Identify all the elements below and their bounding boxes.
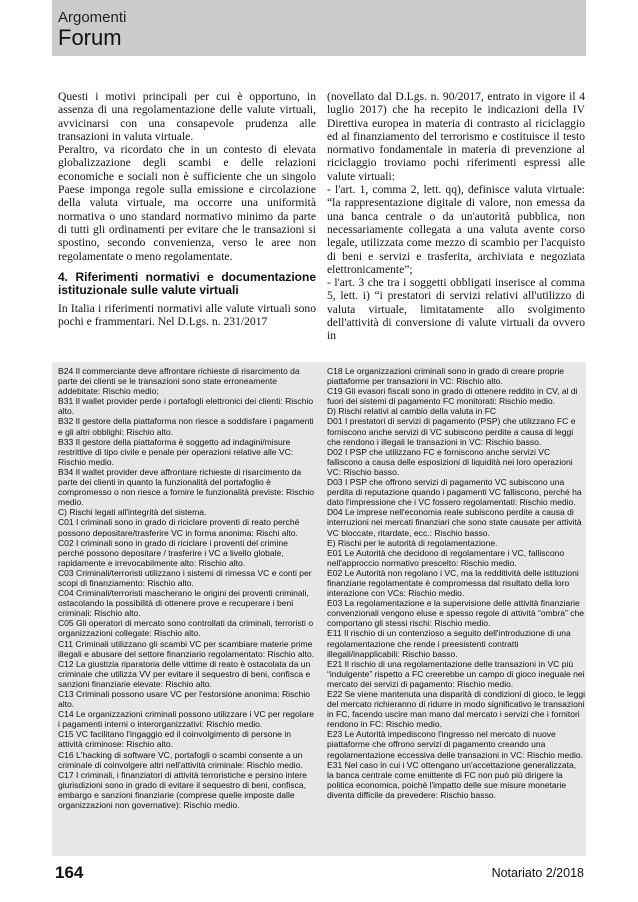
note-item: D03 I PSP che offrono servizi di pagamento VC subiscono una perdita di reputazione quando i pagamenti VC falliscono, perché ha dato l'impressione che i VC fossero regolamentati: Rischio medio. — [327, 477, 582, 508]
left-body-column — [58, 90, 316, 328]
note-item: E11 Il rischio di un contenzioso a seguito dell'introduzione di una regolamentazione che rende i preesistenti contratti illegali/inapplicabili: Rischio basso. — [327, 628, 571, 659]
note-item: D) Rischi relativi al cambio della valuta in FC — [327, 406, 497, 417]
note-item: E31 Nel caso in cui i VC ottengano un'accettazione generalizzata, la banca centrale come emittente di FC non può più dirigere la politica economica, poiché l'impatto delle sue misure monetarie diventa difficile da prevedere: Rischio basso. — [327, 759, 577, 800]
body-paragraph: Peraltro, va ricordato che in un contesto di elevata globalizzazione degli scambi e delle relazioni economiche e sociali non è sufficiente che un singolo Paese imponga regole sulla emissione e circolazione della valuta virtuale, ma occorre una uniformità normativa o uno standard normativo minimo da parte di tutti gli ordinamenti per evitare che le transazioni si spostino, secondo convenienza, verso le aree non regolamentate o meno regolamentate. — [58, 143, 316, 263]
section-heading: 4. Riferimenti normativi e documentazione istituzionale sulle valute virtuali — [58, 269, 316, 298]
notes-left-column — [58, 366, 316, 810]
note-item: C04 Criminali/terroristi mascherano le origini dei proventi criminali, ostacolando la possibilità di ottenere prove e recuperare i beni criminali: Rischio alto. — [58, 588, 309, 619]
note-item: E) Rischi per le autorità di regolamentazione. — [327, 537, 498, 548]
note-item: C14 Le organizzazioni criminali possono utilizzare i VC per regolare i pagamenti interni o interorganizzativi: Rischio medio. — [58, 709, 315, 730]
note-item: C12 La giustizia riparatoria delle vittime di reato è ostacolata da un criminale che utilizza VV per evitare il sequestro di beni, confisca e sanzioni finanziarie elevate: Rischio alto. — [58, 658, 311, 689]
body-paragraph: Questi i motivi principali per cui è opportuno, in assenza di una regolamentazione delle valute virtuali, avvicinarsi con una consapevole prudenza alle transazioni in valuta virtuale. — [58, 90, 316, 143]
right-body-column — [327, 90, 585, 343]
body-paragraph: - l'art. 3 che tra i soggetti obbligati inserisce al comma 5, lett. i) “i prestatori di servizi relativi all'utilizzo di valuta virtuale, limitatamente allo svolgimento dell'attività di conversione di valute virtuali da ovvero in — [327, 276, 585, 343]
note-item: C03 Criminali/terroristi utilizzano i sistemi di rimessa VC e conti per scopi di finanziamento: Rischio alto. — [58, 567, 312, 588]
header-title: Forum — [58, 25, 122, 50]
note-item: C01 I criminali sono in grado di riciclare proventi di reato perché possono depositare/trasferire VC in forma anonima: Rischi alto. — [58, 517, 300, 538]
note-item: C17 I criminali, i finanziatori di attività terroristiche e persino intere giurisdizioni sono in grado di evitare il sequestro di beni, confisca, embargo e sanzioni finanziarie (comprese quelle imposte dalle organizzazioni non governative): Rischio medio. — [58, 769, 307, 811]
note-item: C15 VC facilitano l'ingaggio ed il coinvolgimento di persone in attività criminose: Rischio alto. — [58, 729, 292, 750]
header-subtitle: Argomenti — [58, 9, 127, 26]
note-item: B34 Il wallet provider deve affrontare richieste di risarcimento da parte dei clienti in quanto la funzionalità del portafoglio è compromesso o non riesce a fornire le funzionalità previste: Rischio medio. — [58, 466, 315, 508]
note-item: D04 Le imprese nell'economia reale subiscono perdite a causa di interruzioni nei mercati finanziari che sono state causate per attività VC bloccate, ritardate, ecc.: Rischio basso. — [327, 507, 582, 538]
body-paragraph: - l'art. 1, comma 2, lett. qq), definisce valuta virtuale: “la rappresentazione digitale di valore, non emessa da una banca centrale o da un'autorità pubblica, non necessariamente collegata a una valuta avente corso legale, utilizzata come mezzo di scambio per l'acquisto di beni e servizi e trasferita, archiviata e negoziata elettronicamente”; — [327, 183, 585, 276]
note-item: C13 Criminali possono usare VC per l'estorsione anonima: Rischio alto. — [58, 689, 310, 710]
note-item: B33 Il gestore della piattaforma è soggetto ad indagini/misure restrittive di tipo civile e penale per operazioni relative alle VC: Rischio medio. — [58, 436, 294, 467]
note-item: E02 Le Autorità non regolano i VC, ma la redditività delle istituzioni finanziarie regolamentate è compromessa dal risultato della loro interazione con VCs: Rischio medio. — [327, 567, 579, 599]
note-item: C11 Criminali utilizzano gli scambi VC per scambiare materie prime illegali e abusare del settore finanziario regolamentato: Rischio alto. — [58, 638, 315, 659]
note-item: E01 Le Autorità che decidono di regolamentare i VC, falliscono nell'approccio normativo prescelto: Rischio medio. — [327, 547, 565, 568]
note-item: C02 I criminali sono in grado di riciclare i proventi del crimine perché possono depositare / trasferire i VC a livello globale, rapidamente e irrevocabilmente alto: Rischio alto. — [58, 537, 288, 568]
journal-issue: Notariato 2/2018 — [491, 866, 584, 880]
note-item: E23 Le Autorità impediscono l'ingresso nel mercato di nuove piattaforme che offrono servizi di pagamento creando una regolamentazione eccessiva delle transazioni in VC: Rischio medio. — [327, 729, 584, 760]
note-item: E21 Il rischio di una regolamentazione delle transazioni in VC più “indulgente” rispetto a FC creerebbe un campo di gioco ineguale nei mercato dei servizi di pagamento: Rischio medio. — [327, 658, 585, 689]
notes-right-column — [327, 366, 585, 800]
note-item: E03 La regolamentazione e la supervisione delle attività finanziarie convenzionali vengono eluse e spesso regole di attività “ombra” che comportano gli stessi rischi: Rischio medio. — [327, 598, 585, 629]
note-item: E22 Se viene mantenuta una disparità di condizioni di gioco, le leggi del mercato richieranno di ridurre in modo significativo le transazioni in FC, facendo uscire man mano dal mercato i servizi che i fornitori rendono in FC: Rischio medio. — [327, 689, 586, 730]
header-bar — [52, 0, 586, 56]
note-item: C05 Gli operatori di mercato sono controllati da criminali, terroristi o organizzazioni collegate: Rischio alto. — [58, 618, 314, 639]
note-item: B24 Il commerciante deve affrontare richieste di risarcimento da parte dei clienti se le transazioni sono state erroneamente addebitate: Rischio medio; — [58, 366, 300, 397]
note-item: C16 L'hacking di software VC, portafogli o scambi consente a un criminale di coinvolgere altri nell'attività criminale: Rischio medio. — [58, 749, 303, 770]
note-item: D02 I PSP che utilizzano FC e forniscono anche servizi VC falliscono a causa delle esposizioni di liquidità nei loro operazioni VC: Rischio basso. — [327, 446, 573, 477]
page-number: 164 — [55, 863, 84, 882]
body-paragraph: (novellato dal D.Lgs. n. 90/2017, entrato in vigore il 4 luglio 2017) che ha recepito le indicazioni della IV Direttiva europea in materia di contrasto al riciclaggio ed al finanziamento del terrorismo e costituisce il testo normativo fondamentale in materia di prevenzione al riciclaggio troviamo pochi riferimenti espressi alle valute virtuali: — [327, 90, 585, 183]
note-item: C19 Gli evasori fiscali sono in grado di ottenere reddito in CV, al di fuori dei sistemi di pagamento FC monitorati: Rischio medio. — [327, 386, 578, 407]
note-item: B31 Il wallet provider perde i portafogli elettronici dei clienti: Rischio alto. — [58, 396, 314, 417]
note-item: B32 Il gestore della piattaforma non riesce a soddisfare i pagamenti e gli altri obblighi: Rischio alto. — [58, 416, 314, 437]
note-item: D01 I prestatori di servizi di pagamento (PSP) che utilizzano FC e forniscono anche servizi di VC subiscono perdite a causa di leggi che rendono i illegali le transazioni in VC: Rischio basso. — [327, 416, 576, 447]
note-item: C) Rischi legati all'integrità del sistema. — [58, 507, 207, 518]
note-item: C18 Le organizzazioni criminali sono in grado di creare proprie piattaforme per transazioni in VC: Rischio alto. — [327, 366, 565, 387]
body-paragraph: In Italia i riferimenti normativi alle valute virtuali sono pochi e frammentari. Nel D.Lgs. n. 231/2017 — [58, 301, 316, 329]
